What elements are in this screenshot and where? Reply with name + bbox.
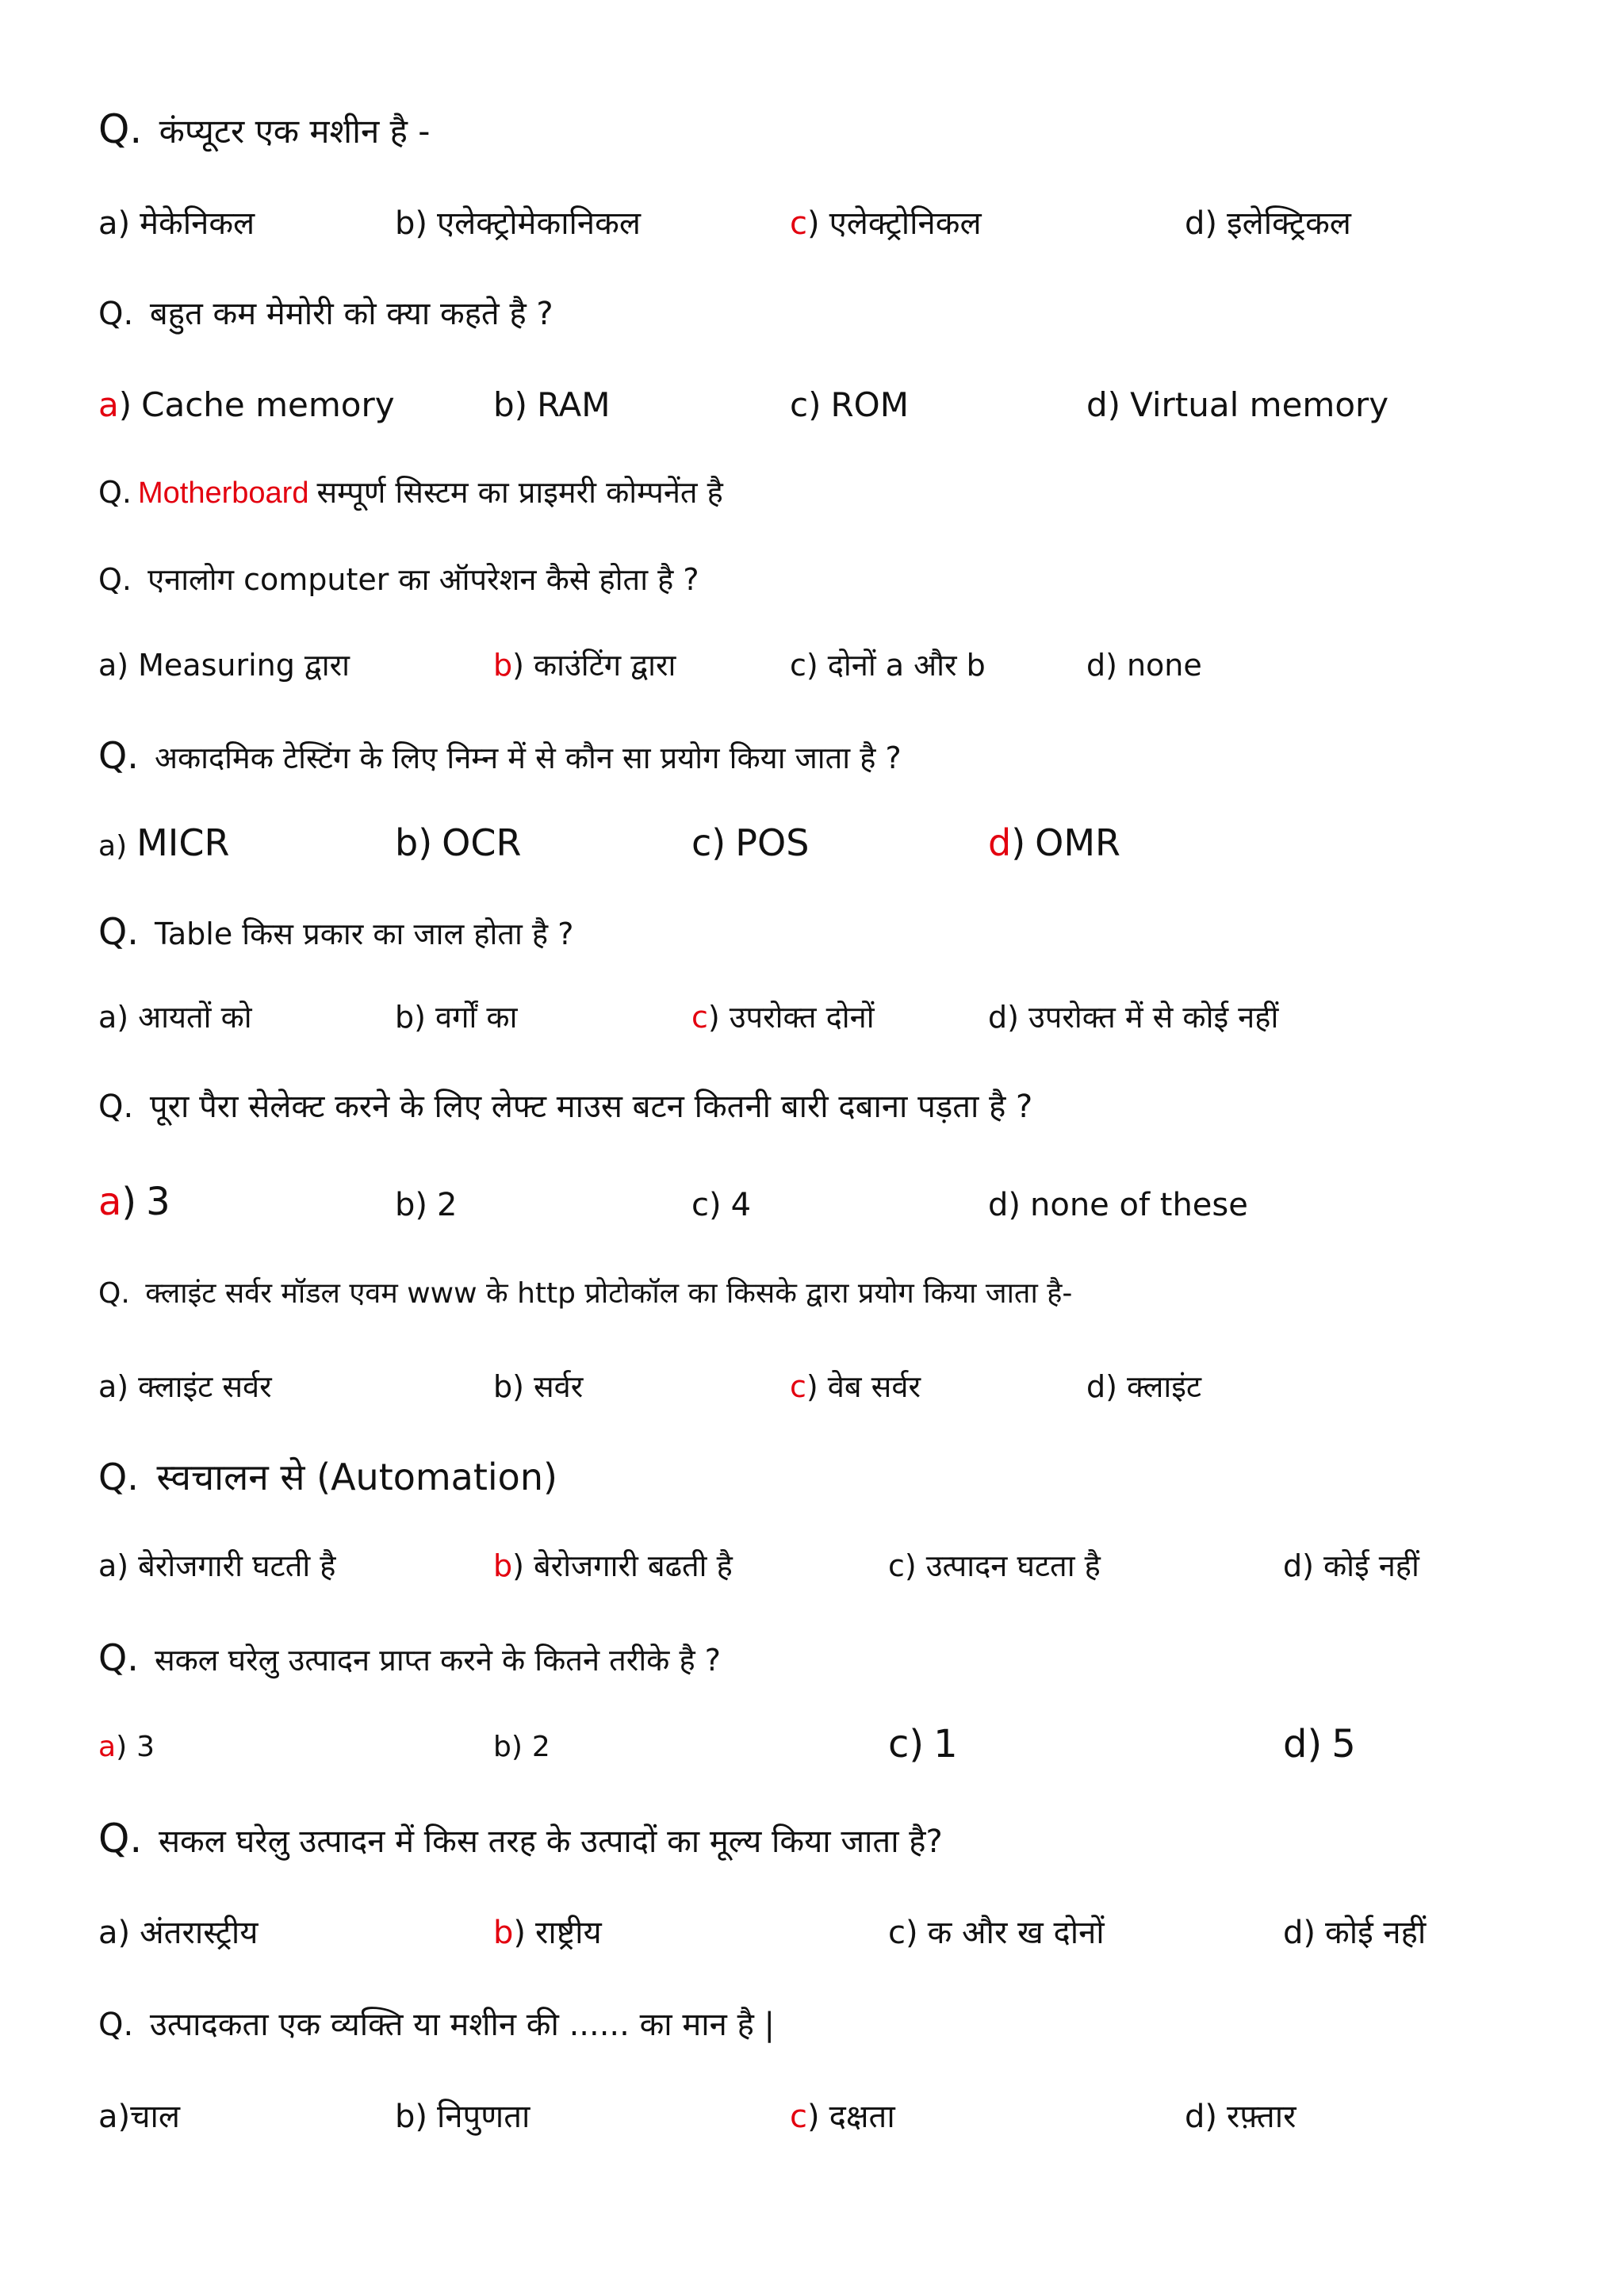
option-8a[interactable]: a) क्लाइंट सर्वर — [98, 1369, 272, 1404]
option-text: Cache memory — [141, 385, 395, 424]
option-text: 5 — [1331, 1722, 1356, 1766]
option-9d[interactable]: d) कोई नहीं — [1283, 1548, 1419, 1583]
option-letter: b — [395, 821, 419, 864]
option-11b[interactable]: b) राष्ट्रीय — [493, 1915, 602, 1951]
option-text: वेब सर्वर — [827, 1369, 921, 1404]
question-prefix: Q. — [98, 2007, 134, 2043]
option-text: एलेक्ट्रोमेकानिकल — [437, 205, 641, 242]
option-letter: d — [1185, 2099, 1205, 2135]
question-prefix: Q. — [98, 734, 139, 777]
question-text: उत्पादकता एक व्यक्ति या मशीन की ...... का मान है | — [149, 2007, 775, 2043]
option-12b[interactable]: b) निपुणता — [395, 2099, 530, 2135]
question-prefix: Q. — [98, 106, 143, 152]
option-11d[interactable]: d) कोई नहीं — [1283, 1915, 1427, 1951]
option-letter: d — [1086, 1369, 1106, 1404]
option-letter: b — [395, 205, 416, 242]
option-7d[interactable]: d) none of these — [988, 1187, 1248, 1223]
question-prefix: Q. — [98, 1636, 139, 1679]
option-text: निपुणता — [437, 2099, 530, 2135]
question-text: बहुत कम मेमोरी को क्या कहते है ? — [149, 296, 553, 332]
option-12c[interactable]: c) दक्षता — [790, 2099, 895, 2135]
option-letter: b — [493, 1548, 513, 1583]
question-8 — [98, 1277, 1073, 1310]
question-prefix: Q. — [98, 562, 132, 597]
option-letter: c — [691, 1187, 709, 1223]
option-5c[interactable]: c) POS — [691, 821, 810, 864]
question-5 — [98, 734, 902, 777]
option-letter: c — [888, 1722, 910, 1766]
option-7c[interactable]: c) 4 — [691, 1187, 752, 1223]
option-2d[interactable]: d) Virtual memory — [1086, 385, 1389, 424]
option-letter: a — [98, 648, 117, 683]
option-letter: b — [395, 2099, 416, 2135]
question-3 — [98, 477, 723, 508]
question-12 — [98, 2009, 775, 2041]
option-text: none — [1126, 648, 1202, 683]
option-text: 3 — [136, 1731, 155, 1763]
question-prefix: Q. — [98, 475, 132, 510]
option-8c[interactable]: c) वेब सर्वर — [790, 1369, 921, 1404]
option-text: क्लाइंट सर्वर — [138, 1369, 272, 1404]
option-10c[interactable]: c) 1 — [888, 1722, 958, 1766]
option-letter: a — [98, 1000, 117, 1035]
option-text: OCR — [442, 821, 522, 864]
question-1 — [98, 106, 431, 152]
option-text: बेरोजगारी बढती है — [533, 1548, 733, 1583]
option-1d[interactable]: d) इलेक्ट्रिकल — [1185, 205, 1351, 242]
option-letter: d — [1086, 385, 1108, 424]
option-letter: b — [493, 1369, 513, 1404]
option-text: RAM — [537, 385, 611, 424]
option-1c[interactable]: c) एलेक्ट्रोनिकल — [790, 205, 982, 242]
question-prefix: Q. — [98, 1277, 130, 1310]
question-text: सकल घरेलु उत्पादन प्राप्त करने के कितने तरीके है ? — [154, 1643, 721, 1678]
option-10a[interactable]: a) 3 — [98, 1731, 155, 1763]
question-prefix: Q. — [98, 910, 139, 953]
question-prefix: Q. — [98, 1456, 139, 1498]
option-9c[interactable]: c) उत्पादन घटता है — [888, 1548, 1101, 1583]
option-letter: a — [98, 1369, 117, 1404]
option-4b[interactable]: b) काउंटिंग द्वारा — [493, 648, 676, 683]
option-letter: d — [1185, 205, 1205, 242]
option-text: अंतरास्ट्रीय — [140, 1915, 259, 1951]
question-4 — [98, 564, 699, 595]
option-7a[interactable]: a) 3 — [98, 1180, 170, 1224]
option-text: POS — [735, 821, 810, 864]
option-letter: d — [988, 1187, 1009, 1223]
option-letter: b — [493, 1915, 514, 1951]
question-9 — [98, 1456, 557, 1498]
option-letter: c — [790, 2099, 807, 2135]
option-letter: d — [1086, 648, 1106, 683]
option-text: उपरोक्त दोनों — [729, 1000, 875, 1035]
question-text: स्वचालन से (Automation) — [156, 1456, 557, 1498]
question-highlight: Motherboard — [138, 476, 309, 510]
option-text: MICR — [136, 821, 230, 864]
option-text: चाल — [130, 2099, 181, 2135]
option-1b[interactable]: b) एलेक्ट्रोमेकानिकल — [395, 205, 641, 242]
question-text: एनालोग computer का ऑपरेशन कैसे होता है ? — [147, 562, 699, 597]
option-4a[interactable]: a) Measuring द्वारा — [98, 648, 350, 683]
option-letter: a — [98, 1915, 118, 1951]
option-6b[interactable]: b) वर्गों का — [395, 1000, 518, 1035]
option-text: 2 — [437, 1187, 458, 1223]
option-letter: a — [98, 205, 118, 242]
option-10b[interactable]: b) 2 — [493, 1731, 550, 1763]
option-letter: a — [98, 1548, 117, 1583]
option-letter: d — [988, 1000, 1008, 1035]
option-text: कोई नहीं — [1325, 1915, 1427, 1951]
option-11a[interactable]: a) अंतरास्ट्रीय — [98, 1915, 259, 1951]
option-text: मेकेनिकल — [140, 205, 255, 242]
option-letter: b — [493, 385, 515, 424]
option-text: none of these — [1030, 1187, 1248, 1223]
option-6c[interactable]: c) उपरोक्त दोनों — [691, 1000, 875, 1035]
option-4d[interactable]: d) none — [1086, 648, 1202, 683]
option-text: 4 — [730, 1187, 752, 1223]
option-text: एलेक्ट्रोनिकल — [829, 205, 982, 242]
option-letter: a — [98, 830, 117, 863]
option-text: Measuring द्वारा — [138, 648, 350, 683]
option-letter: d — [1283, 1722, 1308, 1766]
option-text: बेरोजगारी घटती है — [138, 1548, 336, 1583]
option-letter: a — [98, 385, 119, 424]
option-5d[interactable]: d) OMR — [988, 821, 1121, 864]
option-11c[interactable]: c) क और ख दोनों — [888, 1915, 1105, 1951]
option-text: क और ख दोनों — [927, 1915, 1105, 1951]
option-letter: c — [790, 648, 806, 683]
option-letter: a — [98, 1731, 117, 1763]
option-2c[interactable]: c) ROM — [790, 385, 909, 424]
option-text: सर्वर — [533, 1369, 584, 1404]
option-letter: c — [888, 1548, 905, 1583]
option-text: दोनों a और b — [827, 648, 986, 683]
option-text: वर्गों का — [435, 1000, 518, 1035]
question-prefix: Q. — [98, 1089, 134, 1125]
option-2a[interactable]: a) Cache memory — [98, 385, 395, 424]
option-4c[interactable]: c) दोनों a और b — [790, 648, 986, 683]
option-5b[interactable]: b) OCR — [395, 821, 522, 864]
option-text: कोई नहीं — [1323, 1548, 1419, 1583]
option-6a[interactable]: a) आयतों को — [98, 1000, 252, 1035]
option-text: ROM — [830, 385, 909, 424]
question-7 — [98, 1091, 1032, 1123]
question-prefix: Q. — [98, 1816, 143, 1862]
question-text: क्लाइंट सर्वर मॉडल एवम www के http प्रोटोकॉल का किसके द्वारा प्रयोग किया जाता है- — [145, 1277, 1073, 1310]
question-text: कंप्यूटर एक मशीन है - — [159, 112, 431, 151]
option-text: 1 — [933, 1722, 958, 1766]
option-letter: c — [888, 1915, 906, 1951]
question-11 — [98, 1816, 943, 1862]
option-letter: a — [98, 2099, 118, 2135]
question-text: Table किस प्रकार का जाल होता है ? — [154, 916, 574, 951]
option-2b[interactable]: b) RAM — [493, 385, 611, 424]
option-8b[interactable]: b) सर्वर — [493, 1369, 584, 1404]
option-letter: d — [1283, 1548, 1303, 1583]
question-text: अकादमिक टेस्टिंग के लिए निम्न में से कौन सा प्रयोग किया जाता है ? — [154, 740, 902, 775]
option-text: रफ़्तार — [1227, 2099, 1297, 2135]
option-8d[interactable]: d) क्लाइंट — [1086, 1369, 1202, 1404]
option-12a[interactable]: a)चाल — [98, 2099, 181, 2135]
option-letter: b — [395, 1187, 416, 1223]
option-text: दक्षता — [829, 2099, 895, 2135]
question-text: पूरा पैरा सेलेक्ट करने के लिए लेफ्ट माउस बटन कितनी बारी दबाना पड़ता है ? — [149, 1089, 1033, 1125]
option-5a[interactable]: a) MICR — [98, 821, 230, 864]
option-letter: c — [790, 205, 807, 242]
option-text: काउंटिंग द्वारा — [533, 648, 676, 683]
option-letter: a — [98, 1180, 122, 1224]
question-2 — [98, 298, 553, 330]
question-10 — [98, 1636, 721, 1679]
option-text: Virtual memory — [1130, 385, 1389, 424]
option-letter: b — [493, 648, 513, 683]
question-prefix: Q. — [98, 296, 134, 332]
option-9b[interactable]: b) बेरोजगारी बढती है — [493, 1548, 733, 1583]
option-12d[interactable]: d) रफ़्तार — [1185, 2099, 1297, 2135]
option-1a[interactable]: a) मेकेनिकल — [98, 205, 255, 242]
option-letter: c — [691, 1000, 708, 1035]
option-text: उत्पादन घटता है — [925, 1548, 1101, 1583]
option-6d[interactable]: d) उपरोक्त में से कोई नहीं — [988, 1000, 1279, 1035]
option-text: इलेक्ट्रिकल — [1227, 205, 1351, 242]
option-7b[interactable]: b) 2 — [395, 1187, 458, 1223]
option-letter: b — [395, 1000, 415, 1035]
option-letter: c — [691, 821, 712, 864]
option-text: 3 — [146, 1180, 170, 1224]
option-letter: d — [988, 821, 1012, 864]
option-text: राष्ट्रीय — [535, 1915, 602, 1951]
option-text: उपरोक्त में से कोई नहीं — [1028, 1000, 1279, 1035]
option-9a[interactable]: a) बेरोजगारी घटती है — [98, 1548, 336, 1583]
question-text: सकल घरेलु उत्पादन में किस तरह के उत्पादों का मूल्य किया जाता है? — [158, 1823, 943, 1860]
option-text: आयतों को — [138, 1000, 252, 1035]
option-text: 2 — [531, 1731, 550, 1763]
question-text: सम्पूर्ण सिस्टम का प्राइमरी कोम्पनेंत है — [316, 475, 723, 510]
option-letter: b — [493, 1731, 511, 1763]
option-letter: c — [790, 1369, 806, 1404]
option-text: क्लाइंट — [1126, 1369, 1202, 1404]
question-6 — [98, 910, 574, 953]
option-letter: d — [1283, 1915, 1304, 1951]
option-letter: c — [790, 385, 809, 424]
option-10d[interactable]: d) 5 — [1283, 1722, 1356, 1766]
option-text: OMR — [1035, 821, 1121, 864]
